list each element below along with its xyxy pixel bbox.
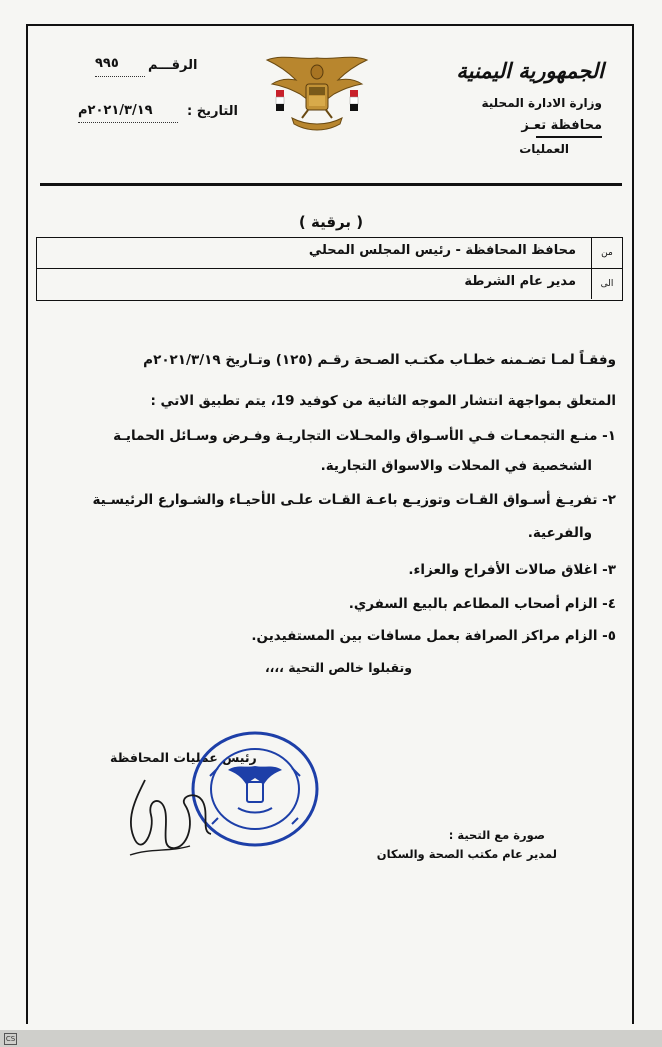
- signatory-title: رئيس عمليات المحافظة: [110, 750, 257, 765]
- from-row: [37, 238, 622, 269]
- date-value: ٢٠٢١/٣/١٩م: [78, 103, 153, 118]
- reference-number-label: الرقـــم: [148, 58, 198, 73]
- letter-border: [26, 24, 634, 1024]
- list-item-4: ٤- الزام أصحاب المطاعم بالبيع السفري.: [348, 596, 616, 612]
- to-value: مدير عام الشرطة: [464, 274, 576, 289]
- scan-footer-strip: [0, 1030, 662, 1047]
- governorate-underline: [536, 136, 602, 138]
- date-dotted-line: [78, 121, 178, 123]
- body-line-2: المتعلق بمواجهة انتشار الموجه الثانية من كوفيد 19، يتم تطبيق الاتي :: [150, 393, 616, 409]
- list-item-3: ٣- اغلاق صالات الأفراح والعزاء.: [408, 562, 616, 578]
- routing-table: [36, 237, 623, 301]
- cc-recipient: لمدير عام مكتب الصحة والسكان: [376, 847, 557, 861]
- republic-heading: الجمهورية اليمنية: [456, 58, 604, 83]
- list-item-5: ٥- الزام مراكز الصرافة بعمل مسافات بين المستفيدين.: [251, 628, 616, 644]
- from-label: من: [591, 238, 622, 268]
- closing-greeting: وتقبلوا خالص التحية ،،،،: [264, 660, 412, 675]
- to-label: الى: [591, 269, 622, 299]
- date-label: التاريخ :: [187, 104, 238, 119]
- list-item-2-continued: والفرعية.: [527, 525, 592, 541]
- body-line-1: وفقـاً لمـا تضـمنه خطـاب مكتـب الصـحة رقـم (١٢٥) وتـاريخ ٢٠٢١/٣/١٩م: [143, 352, 616, 368]
- to-row: [37, 269, 622, 299]
- list-item-2: ٢- تفريـغ أسـواق القـات وتوزيـع باعـة القـات علـى الأحيـاء والشـوارع الرئيسـية: [92, 492, 616, 508]
- cc-title: صورة مع التحية :: [448, 828, 545, 842]
- list-item-1-continued: الشخصية في المحلات والاسواق التجارية.: [320, 458, 592, 474]
- ministry-heading: وزارة الادارة المحلية: [481, 96, 602, 110]
- scanner-app-icon: CS: [5, 1035, 16, 1043]
- handwritten-signature-icon: [115, 760, 235, 870]
- header-rule: [40, 183, 622, 186]
- document-type-title: ( برقية ): [298, 213, 364, 231]
- yemen-eagle-emblem-icon: [262, 50, 372, 140]
- department-heading: العمليات: [519, 142, 569, 156]
- reference-number-value: ٩٩٥: [95, 56, 119, 71]
- reference-dotted-line: [95, 75, 145, 77]
- list-item-1: ١- منـع التجمعـات فـي الأسـواق والمحـلات التجاريـة وفـرض وسـائل الحمايـة: [113, 428, 616, 444]
- governorate-heading: محافظة تعـز: [521, 118, 602, 133]
- from-value: محافظ المحافظة - رئيس المجلس المحلي: [308, 243, 576, 258]
